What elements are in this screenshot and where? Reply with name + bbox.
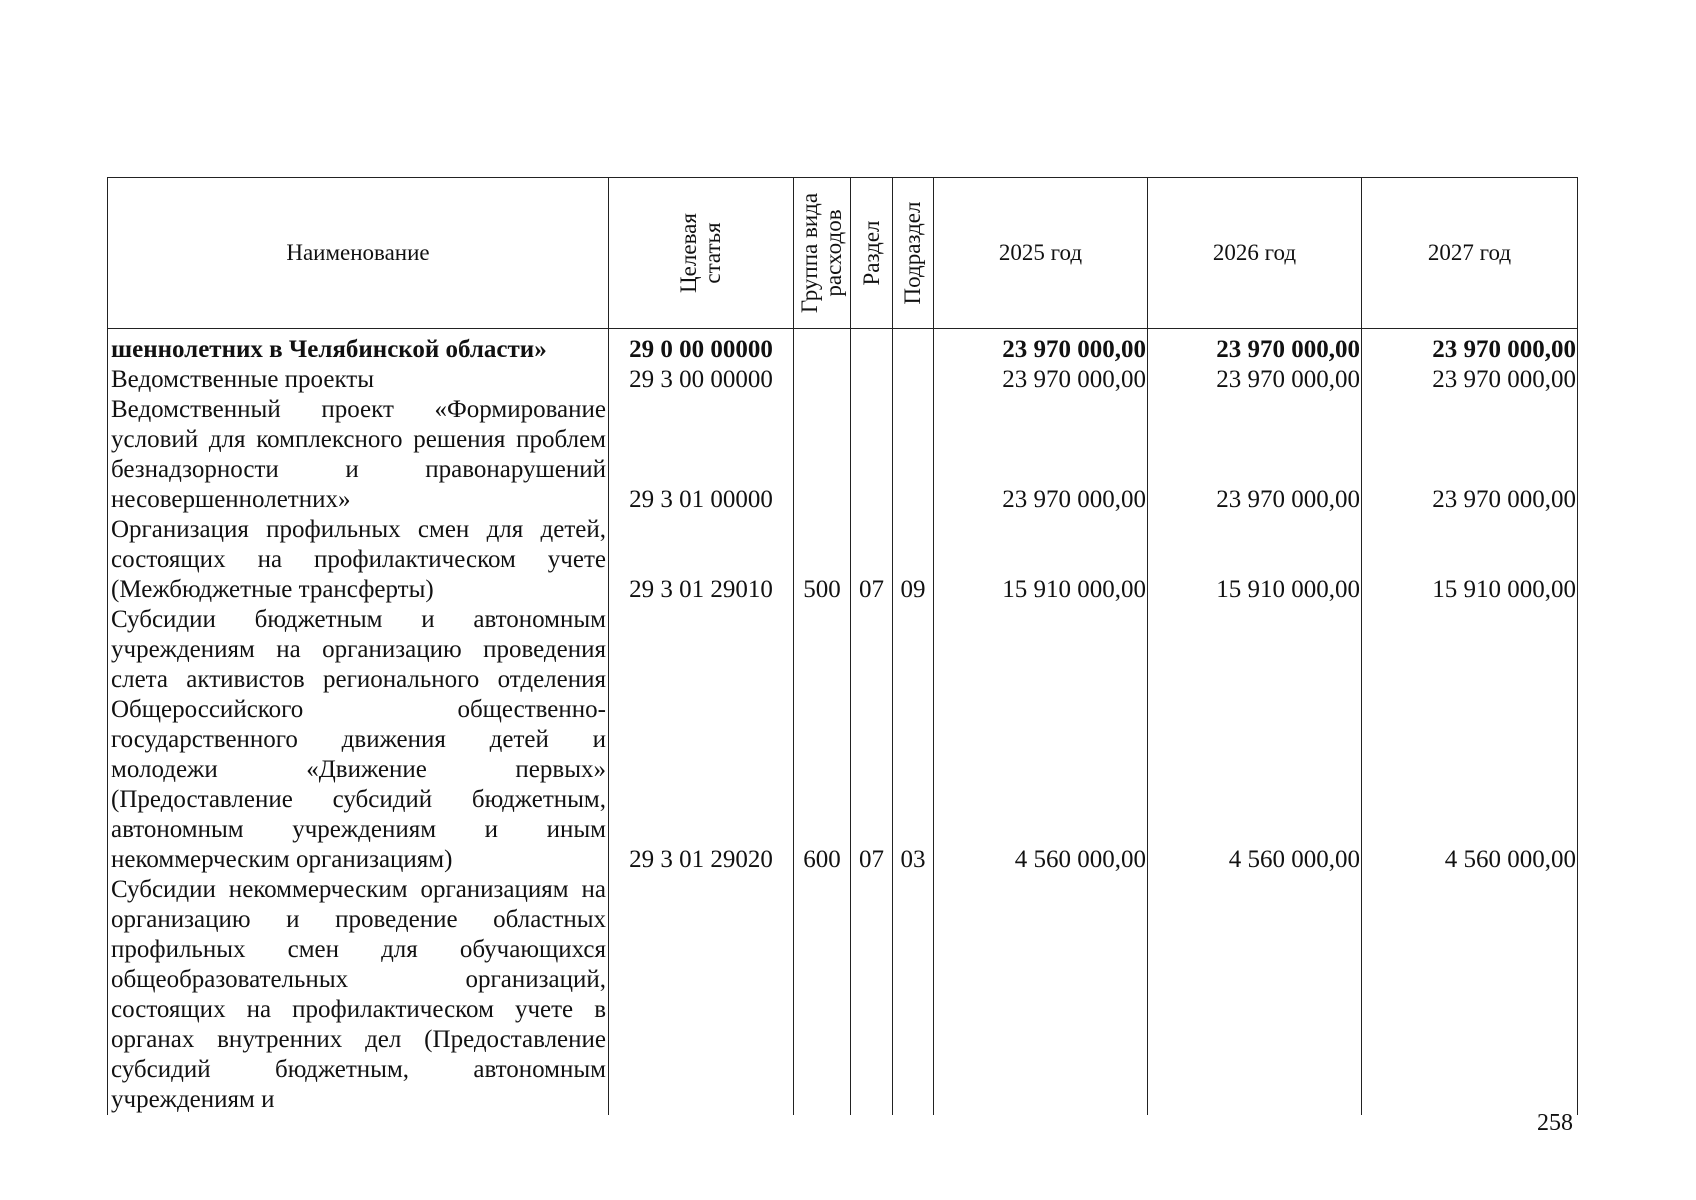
row-2026: 4 560 000,00	[1148, 605, 1362, 875]
header-row	[108, 178, 1578, 329]
row-subsection	[893, 875, 934, 1115]
row-code: 29 3 01 29010	[609, 515, 794, 605]
header-subsection: Подраздел	[893, 178, 934, 329]
header-2027: 2027 год	[1362, 178, 1578, 329]
header-2026: 2026 год	[1148, 178, 1362, 329]
row-2026: 23 970 000,00	[1148, 365, 1362, 395]
table-row	[108, 875, 1578, 1115]
row-group	[794, 395, 851, 515]
table-row	[108, 395, 1578, 515]
row-2025: 4 560 000,00	[934, 605, 1148, 875]
table-row	[108, 365, 1578, 395]
row-code: 29 3 01 00000	[609, 395, 794, 515]
row-2027: 15 910 000,00	[1362, 515, 1578, 605]
row-code: 29 3 00 00000	[609, 365, 794, 395]
row-section	[851, 329, 893, 366]
row-2025: 23 970 000,00	[934, 395, 1148, 515]
row-section: 07	[851, 515, 893, 605]
header-name: Наименование	[108, 178, 609, 329]
row-2026: 15 910 000,00	[1148, 515, 1362, 605]
row-name: Ведомственные проекты	[108, 365, 609, 395]
row-subsection: 09	[893, 515, 934, 605]
page-number: 258	[1537, 1110, 1573, 1136]
row-2025: 15 910 000,00	[934, 515, 1148, 605]
row-section	[851, 875, 893, 1115]
row-subsection	[893, 365, 934, 395]
row-name: шеннолетних в Челябинской области»	[108, 329, 609, 366]
row-2026: 23 970 000,00	[1148, 329, 1362, 366]
row-section: 07	[851, 605, 893, 875]
row-subsection	[893, 329, 934, 366]
row-code: 29 0 00 00000	[609, 329, 794, 366]
row-2025: 23 970 000,00	[934, 365, 1148, 395]
row-section	[851, 395, 893, 515]
row-2025: 23 970 000,00	[934, 329, 1148, 366]
header-section: Раздел	[851, 178, 893, 329]
table-row	[108, 515, 1578, 605]
row-code	[609, 875, 794, 1115]
row-name: Субсидии бюджетным и автономным учреждениям на организацию проведения слета активистов регионального отделения Общероссийского общественно-государственного движения детей и молодежи «Движение первых» (Предоставление субсидий бюджетным, автономным учреждениям и иным некоммерческим организациям)	[108, 605, 609, 875]
row-2026: 23 970 000,00	[1148, 395, 1362, 515]
row-name: Организация профильных смен для детей, состоящих на профилактическом учете (Межбюджетные трансферты)	[108, 515, 609, 605]
row-subsection: 03	[893, 605, 934, 875]
row-2027: 23 970 000,00	[1362, 329, 1578, 366]
row-group	[794, 875, 851, 1115]
row-2026	[1148, 875, 1362, 1115]
row-group	[794, 365, 851, 395]
row-2027	[1362, 875, 1578, 1115]
row-subsection	[893, 395, 934, 515]
row-2027: 4 560 000,00	[1362, 605, 1578, 875]
header-2025: 2025 год	[934, 178, 1148, 329]
row-name: Субсидии некоммерческим организациям на организацию и проведение областных профильных смен для обучающихся общеобразовательных организаций, состоящих на профилактическом учете в органах внутренних дел (Предоставление субсидий бюджетным, автономным учреждениям и	[108, 875, 609, 1115]
row-2027: 23 970 000,00	[1362, 395, 1578, 515]
table-row	[108, 605, 1578, 875]
header-target-article: Целевая статья	[609, 178, 794, 329]
row-group	[794, 329, 851, 366]
row-group: 600	[794, 605, 851, 875]
row-group: 500	[794, 515, 851, 605]
row-2027: 23 970 000,00	[1362, 365, 1578, 395]
row-code: 29 3 01 29020	[609, 605, 794, 875]
row-name: Ведомственный проект «Формирование условий для комплексного решения проблем безнадзорности и правонарушений несовершеннолетних»	[108, 395, 609, 515]
row-2025	[934, 875, 1148, 1115]
header-expense-group: Группа вида расходов	[794, 178, 851, 329]
budget-table	[107, 177, 1578, 1115]
row-section	[851, 365, 893, 395]
table-row	[108, 329, 1578, 366]
